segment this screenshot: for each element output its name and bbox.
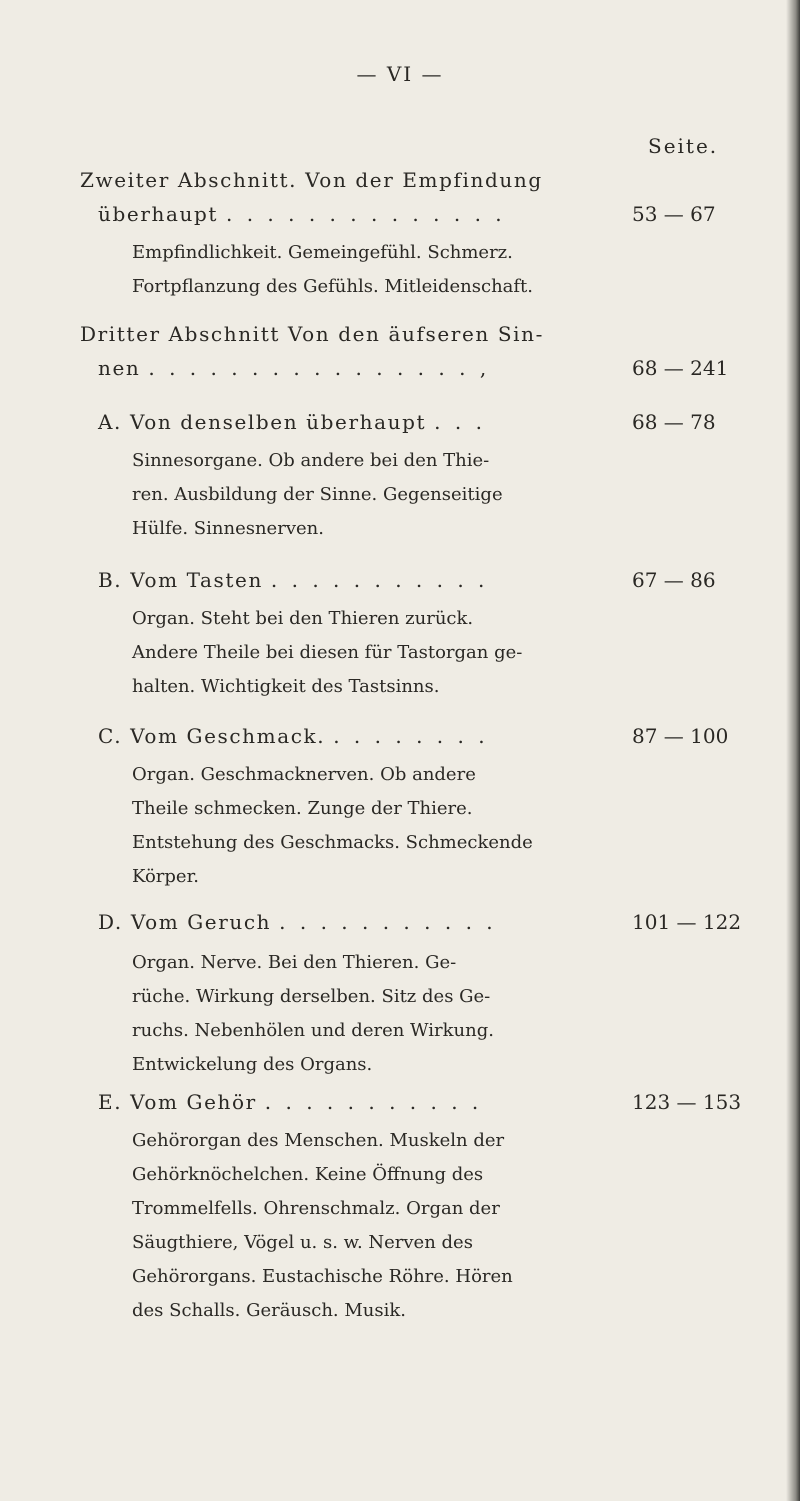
- entry-description: Sinnesorgane. Ob andere bei den Thie- ren. Ausbildung der Sinne. Gegenseitige Hülfe. Sinnesnerven.: [132, 450, 503, 539]
- page-range: 123 — 153: [632, 1090, 742, 1114]
- section-title-continued: überhaupt . . . . . . . . . . . . . .: [98, 202, 506, 226]
- page-range: 53 — 67: [632, 202, 716, 226]
- entry-description: Organ. Geschmacknerven. Ob andere Theile schmecken. Zunge der Thiere. Entstehung des Geschmacks. Schmeckende Körper.: [132, 764, 533, 887]
- page-range: 101 — 122: [632, 910, 742, 934]
- page-number: — VI —: [356, 62, 444, 86]
- entry-title: A. Von denselben überhaupt . . .: [98, 410, 486, 434]
- page-range: 68 — 78: [632, 410, 716, 434]
- page-range: 68 — 241: [632, 356, 729, 380]
- page-range: 67 — 86: [632, 568, 716, 592]
- entry-title: D. Vom Geruch . . . . . . . . . . .: [98, 910, 497, 934]
- entry-description: Organ. Nerve. Bei den Thieren. Ge- rüche. Wirkung derselben. Sitz des Ge- ruchs. Nebenhölen und deren Wirkung. Entwickelung des Organs.: [132, 952, 494, 1075]
- entry-description: Organ. Steht bei den Thieren zurück. Andere Theile bei diesen für Tastorgan ge- halten. Wichtigkeit des Tastsinns.: [132, 608, 523, 697]
- section-title: Zweiter Abschnitt. Von der Empfindung: [80, 168, 543, 192]
- section-title: Dritter Abschnitt Von den äufseren Sin-: [80, 322, 544, 346]
- entry-title: C. Vom Geschmack. . . . . . . . .: [98, 724, 489, 748]
- entry-description: Gehörorgan des Menschen. Muskeln der Gehörknöchelchen. Keine Öffnung des Trommelfells. Ohrenschmalz. Organ der Säugthiere, Vögel u. s. w. Nerven des Gehörorgans. Eustachische Röhre. Hören des Schalls. Geräusch. Musik.: [132, 1130, 513, 1321]
- seite-label: Seite.: [648, 134, 719, 158]
- entry-title: E. Vom Gehör . . . . . . . . . . .: [98, 1090, 483, 1114]
- page-edge-shadow: [786, 0, 800, 1501]
- section-title-continued: nen . . . . . . . . . . . . . . . . ,: [98, 356, 491, 380]
- page-range: 87 — 100: [632, 724, 729, 748]
- section-description: Empfindlichkeit. Gemeingefühl. Schmerz. Fortpflanzung des Gefühls. Mitleidenschaft.: [132, 242, 534, 297]
- entry-title: B. Vom Tasten . . . . . . . . . . .: [98, 568, 489, 592]
